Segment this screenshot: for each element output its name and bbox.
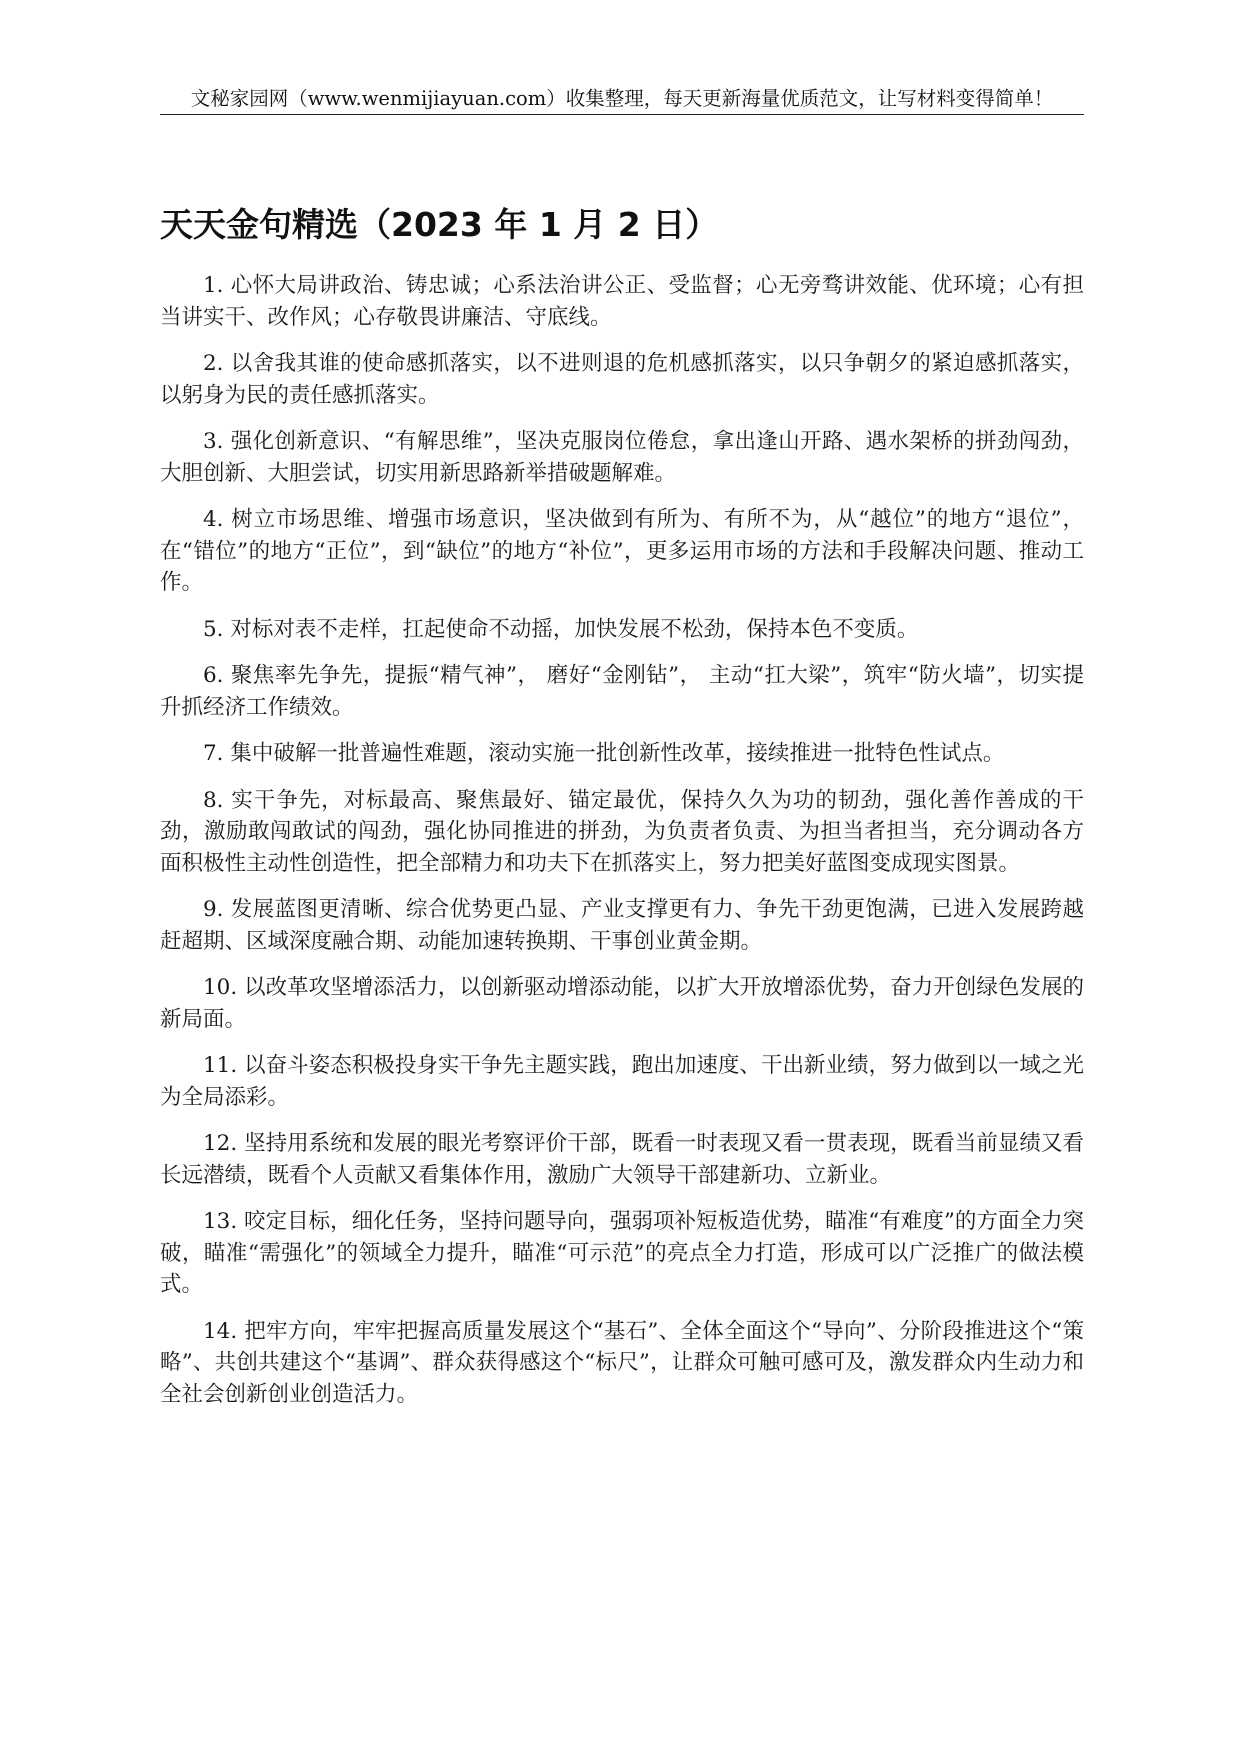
paragraph-7: 7. 集中破解一批普遍性难题，滚动实施一批创新性改革，接续推进一批特色性试点。 — [203, 741, 1005, 766]
document-title: 天天金句精选（2023 年 1 月 2 日） — [160, 205, 719, 244]
paragraph-14: 14. 把牢方向，牢牢把握高质量发展这个“基石”、全体全面这个“导向”、分阶段推进这个“策略”、共创共建这个“基调”、群众获得感这个“标尺”，让群众可触可感可及，激发群众内生动力和全社会创新创业创造活力。 — [160, 1318, 1084, 1407]
paragraph-9: 9. 发展蓝图更清晰、综合优势更凸显、产业支撑更有力、争先干劲更饱满，已进入发展跨越赶超期、区域深度融合期、动能加速转换期、干事创业黄金期。 — [160, 897, 1084, 954]
paragraph-10: 10. 以改革攻坚增添活力，以创新驱动增添动能，以扩大开放增添优势，奋力开创绿色发展的新局面。 — [160, 975, 1084, 1032]
document-body — [160, 270, 1084, 1425]
paragraph-8: 8. 实干争先，对标最高、聚焦最好、锚定最优，保持久久为功的韧劲，强化善作善成的干劲，激励敢闯敢试的闯劲，强化协同推进的拼劲，为负责者负责、为担当者担当，充分调动各方面积极性主动性创造性，把全部精力和功夫下在抓落实上，努力把美好蓝图变成现实图景。 — [160, 787, 1084, 876]
paragraph-3: 3. 强化创新意识、“有解思维”，坚决克服岗位倦怠，拿出逢山开路、遇水架桥的拼劲闯劲，大胆创新、大胆尝试，切实用新思路新举措破题解难。 — [160, 429, 1084, 486]
paragraph-12: 12. 坚持用系统和发展的眼光考察评价干部，既看一时表现又看一贯表现，既看当前显绩又看长远潜绩，既看个人贡献又看集体作用，激励广大领导干部建新功、立新业。 — [160, 1131, 1084, 1188]
paragraph-6: 6. 聚焦率先争先，提振“精气神”， 磨好“金刚钻”， 主动“扛大梁”，筑牢“防火墙”，切实提升抓经济工作绩效。 — [160, 663, 1084, 720]
paragraph-13: 13. 咬定目标，细化任务，坚持问题导向，强弱项补短板造优势，瞄准“有难度”的方面全力突破，瞄准“需强化”的领域全力提升，瞄准“可示范”的亮点全力打造，形成可以广泛推广的做法模式。 — [160, 1209, 1084, 1297]
paragraph-11: 11. 以奋斗姿态积极投身实干争先主题实践，跑出加速度、干出新业绩，努力做到以一域之光为全局添彩。 — [160, 1053, 1084, 1110]
page-header: 文秘家园网（www.wenmijiayuan.com）收集整理，每天更新海量优质范文，让写材料变得简单！ — [160, 86, 1084, 115]
paragraph-5: 5. 对标对表不走样，扛起使命不动摇，加快发展不松劲，保持本色不变质。 — [203, 616, 919, 642]
paragraph-4: 4. 树立市场思维、增强市场意识，坚决做到有所为、有所不为，从“越位”的地方“退位”，在“错位”的地方“正位”，到“缺位”的地方“补位”，更多运用市场的方法和手段解决问题、推动工作。 — [160, 507, 1084, 595]
paragraph-1: 1. 心怀大局讲政治、铸忠诚；心系法治讲公正、受监督；心无旁骛讲效能、优环境；心有担当讲实干、改作风；心存敬畏讲廉洁、守底线。 — [160, 273, 1084, 330]
paragraph-2: 2. 以舍我其谁的使命感抓落实，以不进则退的危机感抓落实，以只争朝夕的紧迫感抓落实，以躬身为民的责任感抓落实。 — [160, 351, 1084, 408]
